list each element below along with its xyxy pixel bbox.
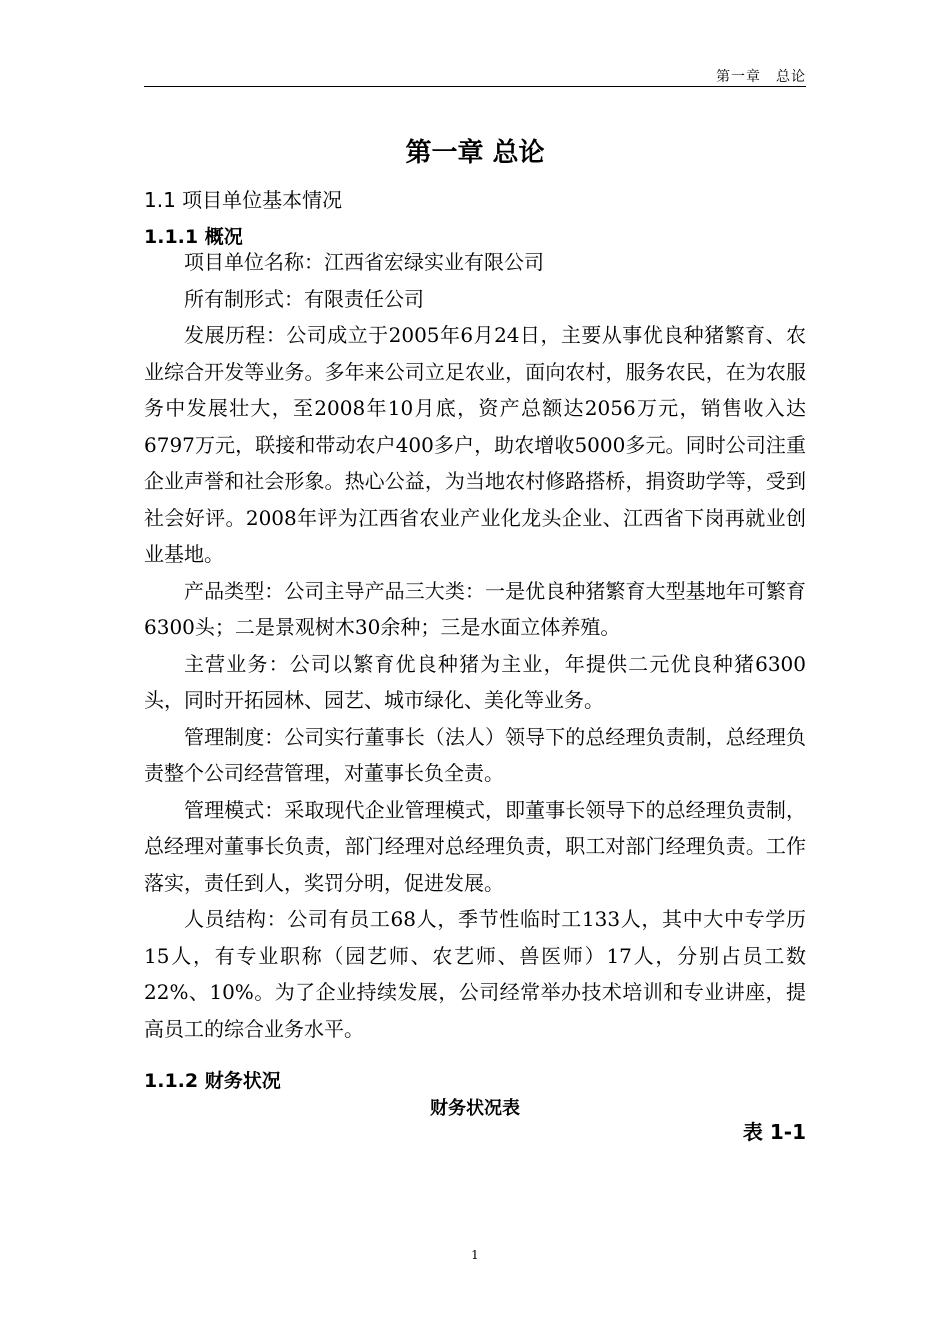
body-text [144,244,806,1047]
paragraph-history: 发展历程：公司成立于2005年6月24日，主要从事优良种猪繁育、农业综合开发等业务。多年来公司立足农业，面向农村，服务农民，在为农服务中发展壮大，至2008年10月底，资产总额达2056万元，销售收入达6797万元，联接和带动农户400多户，助农增收5000多元。同时公司注重企业声誉和社会形象。热心公益，为当地农村修路搭桥，捐资助学等，受到社会好评。2008年评为江西省农业产业化龙头企业、江西省下岗再就业创业基地。 [144,323,806,566]
section-heading: 1.1 项目单位基本情况 [144,188,343,212]
table-title: 财务状况表 [430,1098,520,1119]
table-number: 表 1-1 [742,1120,806,1144]
page-number: 1 [471,1248,479,1262]
header-rule [144,86,806,87]
running-header: 第一章 总论 [716,69,806,85]
subsection-heading-overview: 1.1.1 概况 [144,226,243,248]
paragraph-main-business: 主营业务：公司以繁育优良种猪为主业，年提供二元优良种猪6300头，同时开拓园林、园艺、城市绿化、美化等业务。 [144,651,806,712]
paragraph-unit-name: 项目单位名称：江西省宏绿实业有限公司 [184,250,544,274]
paragraph-products: 产品类型：公司主导产品三大类：一是优良种猪繁育大型基地年可繁育6300头；二是景观树木30余种；三是水面立体养殖。 [144,578,806,639]
paragraph-ownership: 所有制形式：有限责任公司 [184,286,424,311]
paragraph-management-mode: 管理模式：采取现代企业管理模式，即董事长领导下的总经理负责制，总经理对董事长负责，部门经理对总经理负责，职工对部门经理负责。工作落实，责任到人，奖罚分明，促进发展。 [144,797,806,895]
subsection-heading-finance: 1.1.2 财务状况 [144,1070,281,1092]
chapter-title: 第一章 总论 [405,138,545,168]
paragraph-management-system: 管理制度：公司实行董事长（法人）领导下的总经理负责制，总经理负责整个公司经营管理，对董事长负全责。 [144,724,806,785]
paragraph-staff-structure: 人员结构：公司有员工68人，季节性临时工133人，其中大中专学历15人，有专业职称（园艺师、农艺师、兽医师）17人，分别占员工数22%、10%。为了企业持续发展，公司经常举办技术培训和专业讲座，提高员工的综合业务水平。 [144,907,806,1041]
